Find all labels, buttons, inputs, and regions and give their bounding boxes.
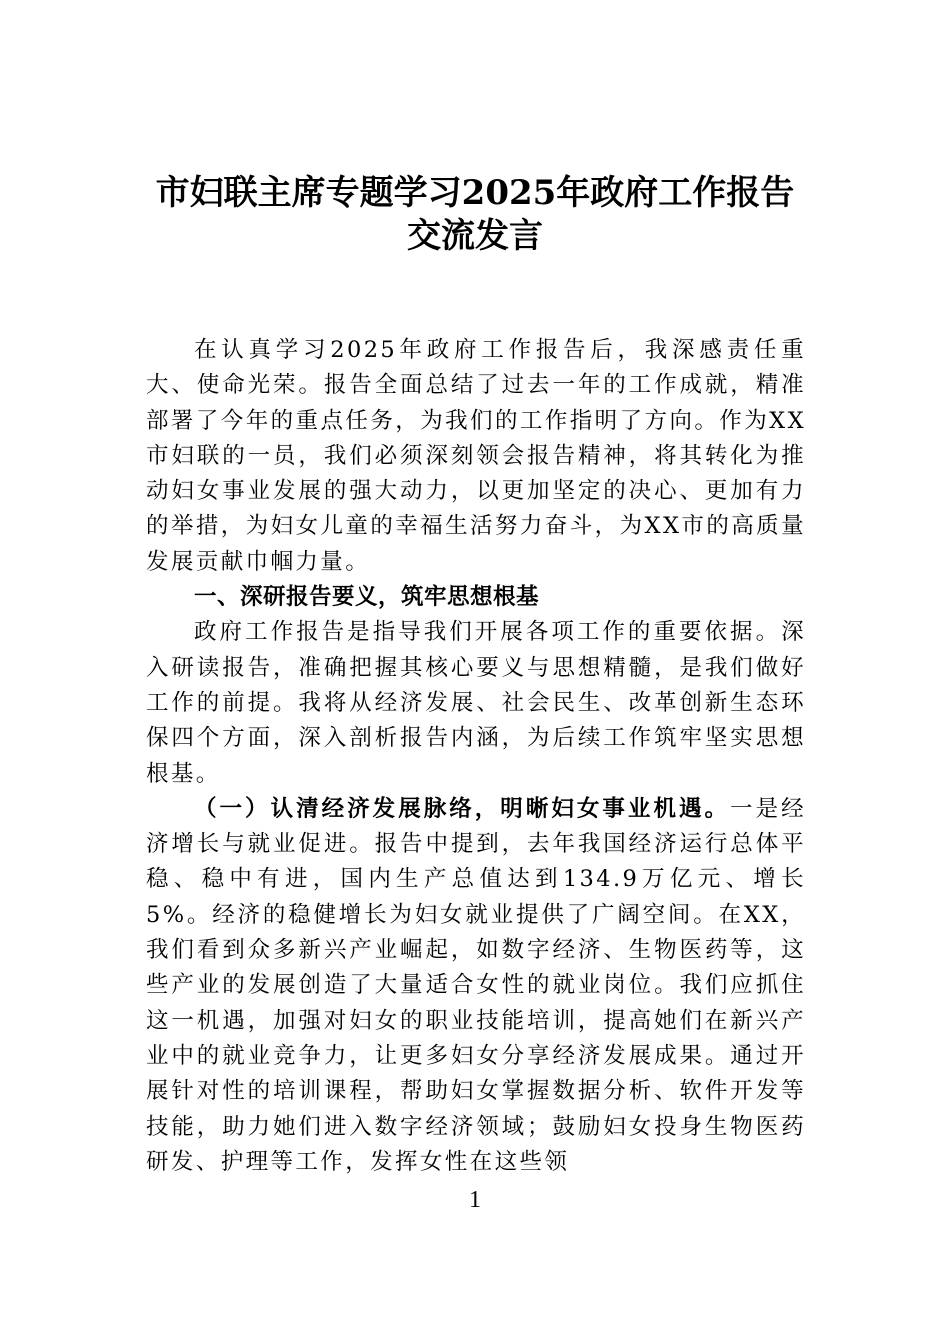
subsection-1-text: 一是经济增长与就业促进。报告中提到，去年我国经济运行总体平稳、稳中有进，国内生产总值达到134.9万亿元、增长5%。经济的稳健增长为妇女就业提供了广阔空间。在XX，我们看到众多新兴产业崛起，如数字经济、生物医药等，这些产业的发展创造了大量适合女性的就业岗位。我们应抓住这一机遇，加强对妇女的职业技能培训，提高她们在新兴产业中的就业竞争力，让更多妇女分享经济发展成果。通过开展针对性的培训课程，帮助妇女掌握数据分析、软件开发等技能，助力她们进入数字经济领域；鼓励妇女投身生物医药研发、护理等工作，发挥女性在这些领 (146, 795, 806, 1175)
document-body (146, 333, 806, 1180)
section-1-paragraph: 政府工作报告是指导我们开展各项工作的重要依据。深入研读报告，准确把握其核心要义与思想精髓，是我们做好工作的前提。我将从经济发展、社会民生、改革创新生态环保四个方面，深入剖析报告内涵，为后续工作筑牢坚实思想根基。 (146, 619, 806, 787)
document-title-line1: 市妇联主席专题学习2025年政府工作报告 (155, 173, 795, 213)
page-number: 1 (469, 1187, 481, 1213)
section-heading-1: 一、深研报告要义，筑牢思想根基 (194, 584, 540, 611)
subsection-1-paragraph (146, 792, 806, 1180)
document-title-line2: 交流发言 (407, 216, 543, 256)
intro-paragraph: 在认真学习2025年政府工作报告后，我深感责任重大、使命光荣。报告全面总结了过去一年的工作成就，精准部署了今年的重点任务，为我们的工作指明了方向。作为XX市妇联的一员，我们必须深刻领会报告精神，将其转化为推动妇女事业发展的强大动力，以更加坚定的决心、更加有力的举措，为妇女儿童的幸福生活努力奋斗，为XX市的高质量发展贡献巾帼力量。 (146, 337, 806, 575)
subsection-heading-1: （一）认清经济发展脉络，明晰妇女事业机遇。 (194, 795, 731, 822)
